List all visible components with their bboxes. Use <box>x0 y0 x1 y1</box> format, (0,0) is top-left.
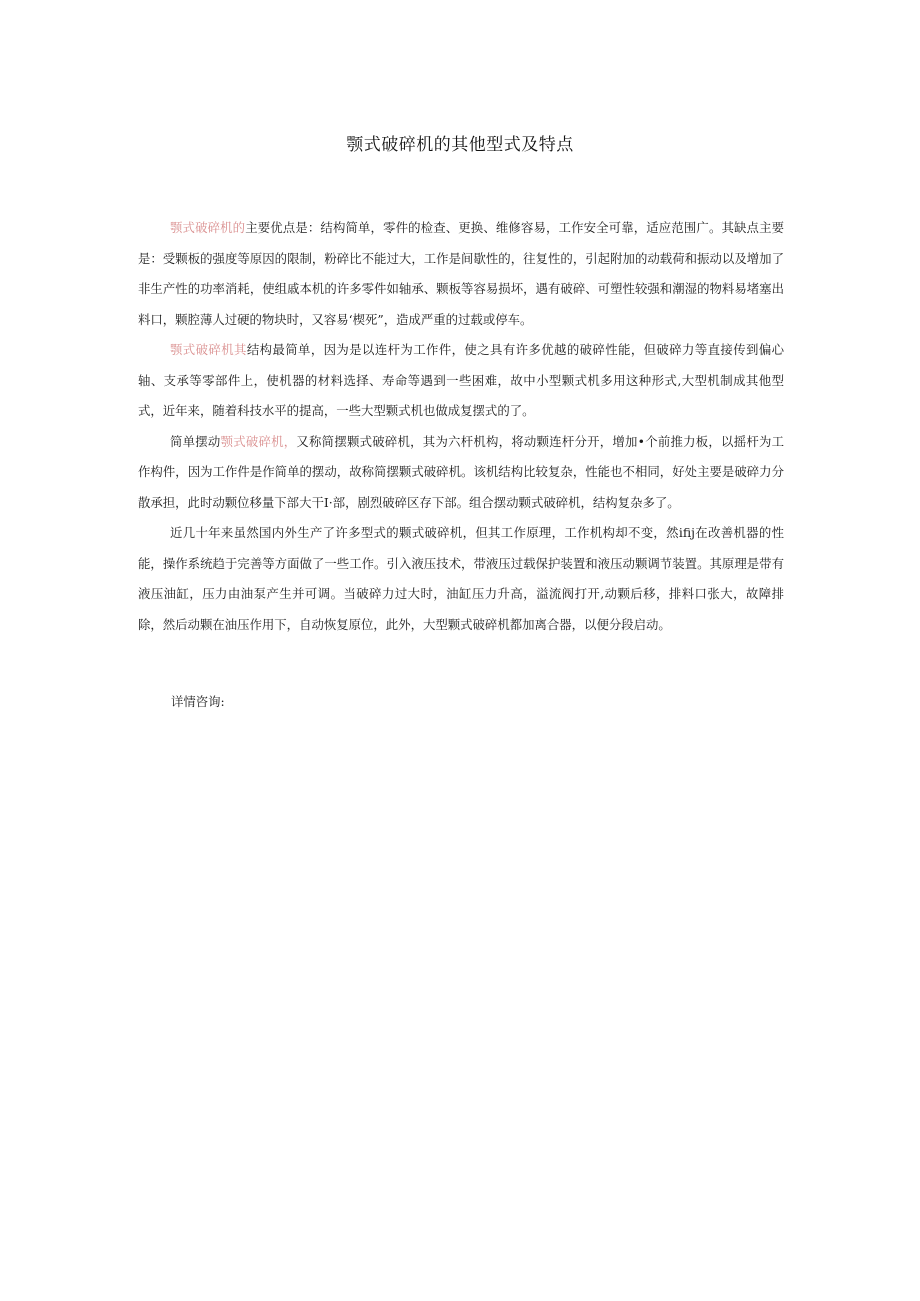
paragraph-3 <box>138 427 784 519</box>
document-title: 颚式破碎机的其他型式及特点 <box>346 135 574 155</box>
paragraph-text: 近几十年来虽然国内外生产了许多型式的颗式破碎机，但其工作原理，工作机构却不变，然ifij在改善机器的性能，操作系统趋于完善等方面做了一些工作。引入液压技术，带液压过载保护装置和液压动颗调节装置。其原理是带有液压油缸，压力由油泵产生并可调。当破碎力过大时，油缸压力升高，溢流阀打开,动颗后移，排料口张大，故障排除，然后动颗在油压作用下，自动恢复原位，此外，大型颗式破碎机都加离合器，以便分段启动。 <box>138 525 784 632</box>
paragraph-4 <box>138 518 784 640</box>
keyword-link[interactable]: 颚式破碎机的 <box>170 220 246 235</box>
contact-label: 详情咨询: <box>171 694 225 709</box>
paragraph-text: 简单摆动 <box>170 433 221 449</box>
keyword-link[interactable]: 颚式破碎机， <box>220 433 297 449</box>
paragraph-text: 结构最简单，因为是以连杆为工作件，使之具有许多优越的破碎性能，但破碎力等直接传到偏心轴、支承等零部件上，使机器的材料选择、寿命等遇到一些困难，故中小型颗式机多用这种形式,大型机制成其他型式，近年来，随着科技水平的提高，一些大型颗式机也做成复摆式的了。 <box>138 342 785 418</box>
paragraph-1 <box>138 213 784 335</box>
paragraph-text: 又称简摆颗式破碎机，其为六杆机构，将动颗连杆分开，增加•个前推力板，以摇杆为工作构件，因为工作件是作简单的摆动，故称简摆颗式破碎机。该机结构比较复杂，性能也不相同，好处主要是破碎力分散承担，此时动颗位移量下部大干I·部，剧烈破碎区存下部。组合摆动颗式破碎机，结构复杂多了。 <box>138 433 785 510</box>
document-body <box>138 213 784 640</box>
keyword-link[interactable]: 颚式破碎机其 <box>170 342 247 357</box>
paragraph-text: 主要优点是：结构简单，零件的检查、更换、维修容易，工作安全可靠，适应范围广。其缺点主要是：受颗板的强度等原因的限制，粉碎比不能过大，工作是间歇性的，往复性的，引起附加的动载荷和振动以及增加了非生产性的功率消耗，使组戚本机的许多零件如轴承、颗板等容易损坏，遇有破碎、可塑性较强和潮湿的物料易堵塞出料口，颗腔薄人过硬的物块时，又容易‘楔死”，造成严重的过载或停车。 <box>138 220 785 327</box>
paragraph-2 <box>138 335 784 427</box>
